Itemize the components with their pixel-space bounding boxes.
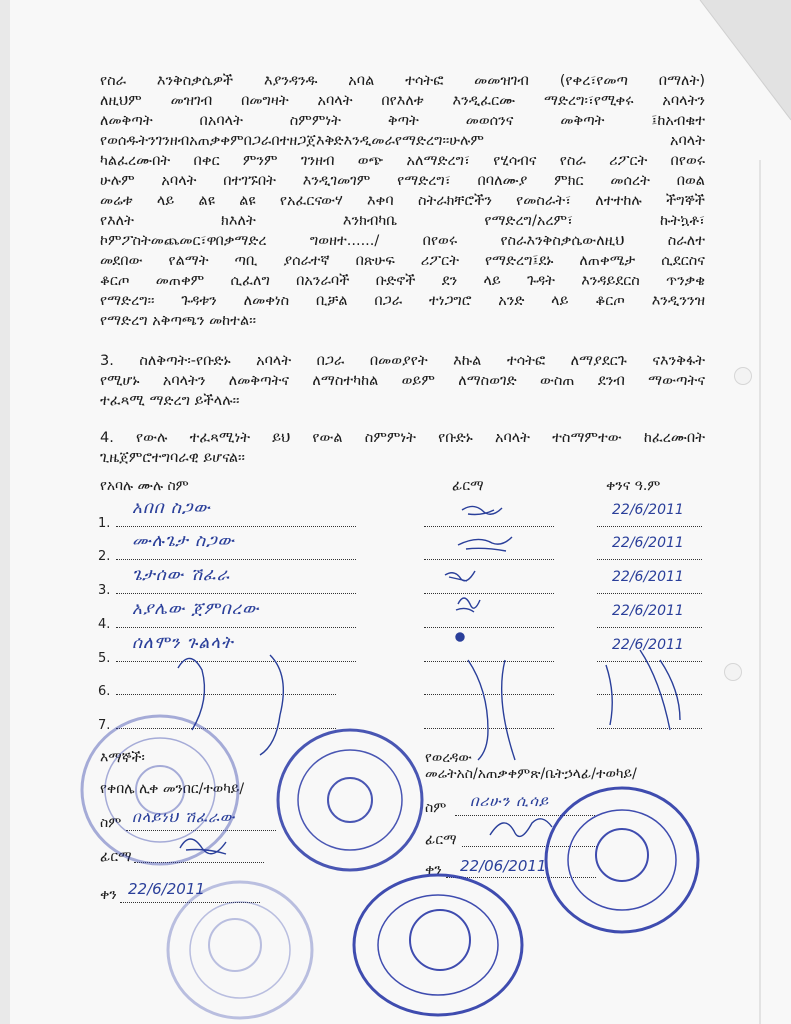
witness-role: የቀበሌ ሊቀ መንበር/ተወካይ/ (100, 781, 245, 797)
member-signature-line (424, 526, 554, 527)
member-signature-line (424, 728, 554, 729)
member-date-line (597, 694, 702, 695)
member-date-line (597, 627, 702, 628)
member-date: 22/6/2011 (612, 569, 684, 585)
witness-sign-line (134, 862, 264, 863)
witness-name-label: ስም (100, 815, 122, 831)
text-line: 3. ስለቅጣት፡-የቡድኑ አባላት በጋራ በመወያየት እኩል ተሳትፎ ለማያደርጉ ናእንቅፋት (100, 353, 705, 369)
text-line: የወሰዱትንገንዘብአጠቃቀምበጋራበተዘጋጀእቅድእንዲመራየማድረግ፡፡ሁሉም አባላት (100, 133, 705, 149)
member-signature-line (424, 627, 554, 628)
text-line: የማድረግ፡፡ ጉዳቱን ለመቀነስ ቢቻል በጋራ ተነጋግሮ አንድ ላይ ቆርጦ እንዲንንዝ (100, 293, 705, 309)
member-signature-line (424, 559, 554, 560)
member-name-line (116, 627, 356, 628)
text-line: የስራ እንቅስቃሴዎች እያንዳንዱ አባል ተሳትፎ መመዝገብ (የቀረ፣የመጣ በማለት) (100, 73, 705, 89)
member-name-line (116, 526, 356, 527)
member-name-line (116, 559, 356, 560)
member-name: ጌታሰው ሽፈራ (132, 565, 230, 585)
text-line: የእለት ክእለት እንክብካቤ የማድረግ/አረም፣ ኩትኳቶ፣ (100, 213, 705, 229)
member-name-line (116, 661, 356, 662)
office-name-line (455, 815, 595, 816)
paragraph-penalty (100, 351, 705, 411)
member-name: ሙሉጌታ ስጋው (132, 531, 235, 551)
member-date: 22/6/2011 (612, 637, 684, 653)
member-number: 6. (98, 684, 111, 699)
text-line: ለዚህም መዝገብ በመግዛት አባላት በየእለቱ እንዲፈርሙ ማድረግ፡፣የሚቀሩ አባላትን (100, 93, 705, 109)
paragraph-effectiveness (100, 428, 705, 468)
member-date-line (597, 661, 702, 662)
punch-hole (734, 367, 752, 385)
member-date-line (597, 593, 702, 594)
office-role: መሬትአስ/አጠቃቀምጽ/ቤትኃላፊ/ተወካይ/ (425, 766, 637, 782)
office-date-line (446, 877, 596, 878)
text-line: ተፈጻሚ ማድረግ ይችላሉ፡፡ (100, 393, 240, 409)
text-line: ካልፈረሙበት በቀር ምንም ገንዘብ ወጭ አለማድረግ፣ የሂሳብና የስራ ሪፖርት በየወሩ (100, 153, 705, 169)
member-signature-line (424, 593, 554, 594)
text-line: የማድረግ አቅጣጫን መከተል፡፡ (100, 313, 257, 329)
member-date-line (597, 526, 702, 527)
member-name-line (116, 728, 336, 729)
witness-sign-label: ፊርማ (100, 849, 132, 865)
office-date-value: 22/06/2011 (460, 857, 547, 875)
text-line: ጊዜጀምሮተግባራዊ ይሆናል፡፡ (100, 450, 245, 466)
member-number: 3. (98, 583, 111, 598)
text-line: ቆርጦ መጠቀም ሲፈለግ በአንራባች ቡድኖች ደን ላይ ጉዳት እንዳይደርስ ጥንቃቄ (100, 273, 705, 289)
office-date-label: ቀን (425, 862, 442, 878)
office-heading: የወረዳው (425, 750, 472, 766)
header-date: ቀንና ዓ.ም (606, 478, 661, 494)
member-date-line (597, 559, 702, 560)
text-line: 4. የውሉ ተፈጻሚነት ይህ የውል ስምምነት የቡድኑ አባላት ተስማምተው ከፈረሙበት (100, 430, 705, 446)
office-name-value: በሪሁን ሲሳይ (470, 792, 550, 810)
office-sign-label: ፊርማ (425, 832, 457, 848)
member-number: 2. (98, 549, 111, 564)
witness-name-value: በላይነህ ሽፈራው (132, 808, 236, 826)
text-line: ለመቅጣት በአባላት ስምምነት ቅጣት መወሰንና መቅጣት ፤ከአብቁተ (100, 113, 705, 129)
member-number: 4. (98, 617, 111, 632)
witness-date-line (120, 902, 260, 903)
member-name-line (116, 593, 356, 594)
member-number: 7. (98, 718, 111, 733)
office-sign-line (462, 846, 597, 847)
office-name-label: ስም (425, 800, 447, 816)
witness-date-label: ቀን (100, 887, 117, 903)
text-line: የሚሆኑ አባላትን ለመቅጣትና ለማስተካከል ወይም ለማስወገድ ውስጠ ደንብ ማውጣትና (100, 373, 705, 389)
text-line: ኮምፖስትመጨመር፣ዋበቃማድረ ግወዘተ....../ በየወሩ የስራእንቅስቃሴውለዚህ ስራለተ (100, 233, 705, 249)
paragraph-activities (100, 71, 705, 331)
text-line: ሁሉም አባላት በተገኙበት እንዲገመገም የማድረግ፣ በባለሙያ ምክር መሰረት በወል (100, 173, 705, 189)
witness-date-value: 22/6/2011 (128, 880, 205, 898)
member-date: 22/6/2011 (612, 502, 684, 518)
member-number: 1. (98, 516, 111, 531)
header-signature: ፊርማ (452, 478, 484, 494)
header-name: የአባሉ ሙሉ ስም (100, 478, 189, 494)
member-signature-line (424, 661, 554, 662)
member-name: ሰለሞን ጉልላት (132, 633, 234, 653)
text-line: መደበው የልማት ጣቢ ያሰራተኛ በጽሁፍ ሪፖርት የማድረግ፤ደኑ ለጠቀሜታ ሲደርስና (100, 253, 705, 269)
member-number: 5. (98, 651, 111, 666)
member-date: 22/6/2011 (612, 535, 684, 551)
member-date: 22/6/2011 (612, 603, 684, 619)
punch-hole (724, 663, 742, 681)
member-name-line (116, 694, 336, 695)
member-name: አያሌው ጀምበረው (132, 599, 260, 619)
member-date-line (597, 728, 702, 729)
witness-heading: እማኞች፡ (100, 750, 145, 766)
witness-name-line (126, 830, 276, 831)
member-signature-line (424, 694, 554, 695)
text-line: መሬቱ ላይ ልዩ ልዩ የአፈርናውሃ እቀባ ስትራክቸሮችን የመስራት፣ ለተተከሉ ችግኞች (100, 193, 705, 209)
member-name: አበበ ስጋው (132, 498, 211, 518)
